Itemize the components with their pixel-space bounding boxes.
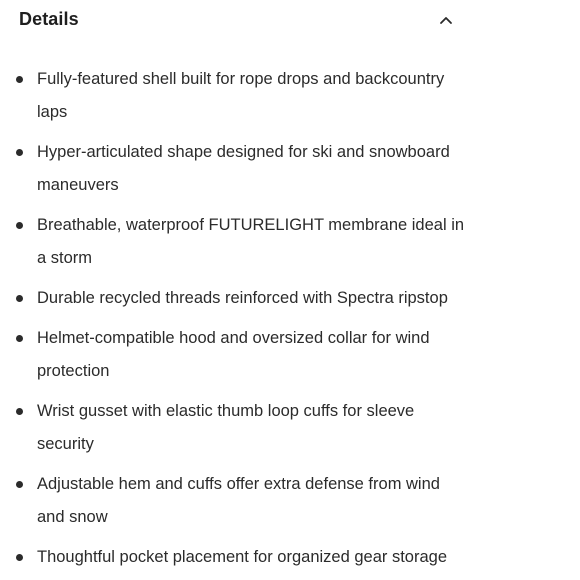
list-item — [0, 468, 480, 534]
feature-text: Hyper-articulated shape designed for ski and snowboard maneuvers — [37, 143, 450, 194]
feature-text: Helmet-compatible hood and oversized collar for wind protection — [37, 329, 430, 380]
details-title: Details — [19, 9, 79, 29]
list-item — [0, 209, 480, 275]
chevron-up-icon — [439, 15, 453, 25]
list-item — [0, 282, 480, 315]
bullet-icon — [16, 149, 23, 156]
bullet-icon — [16, 481, 23, 488]
details-header[interactable] — [0, 0, 470, 40]
list-item — [0, 395, 480, 461]
bullet-icon — [16, 295, 23, 302]
feature-text: Wrist gusset with elastic thumb loop cuffs for sleeve security — [37, 402, 415, 453]
list-item — [0, 322, 480, 388]
bullet-icon — [16, 335, 23, 342]
bullet-icon — [16, 76, 23, 83]
feature-text: Durable recycled threads reinforced with Spectra ripstop — [37, 289, 448, 307]
feature-text: Thoughtful pocket placement for organized gear storage — [37, 548, 448, 566]
bullet-icon — [16, 222, 23, 229]
collapse-toggle[interactable] — [434, 9, 458, 31]
feature-text: Fully-featured shell built for rope drops and backcountry laps — [37, 70, 445, 121]
list-item — [0, 136, 480, 202]
bullet-icon — [16, 408, 23, 415]
features-list — [0, 63, 480, 580]
list-item — [0, 63, 480, 129]
bullet-icon — [16, 554, 23, 561]
list-item — [0, 541, 480, 574]
feature-text: Adjustable hem and cuffs offer extra defense from wind and snow — [37, 475, 440, 526]
feature-text: Breathable, waterproof FUTURELIGHT membrane ideal in a storm — [37, 216, 465, 267]
